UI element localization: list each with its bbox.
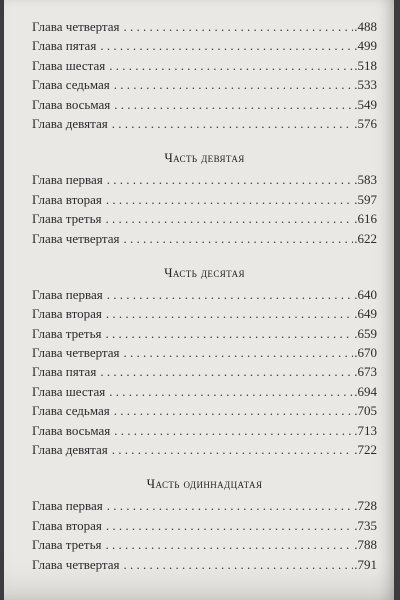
toc-entry [32, 95, 377, 114]
toc-leader-dots [105, 324, 353, 343]
toc-entry [32, 362, 377, 381]
toc-leader-dots [100, 362, 353, 381]
toc-entry-page: .499 [354, 38, 377, 54]
toc-entry-page: .597 [354, 191, 377, 207]
toc-leader-dots [107, 496, 354, 515]
toc-entry-label: Глава шестая [32, 383, 106, 399]
toc-section-continued [32, 17, 377, 133]
section-heading: Часть одиннадцатая [146, 476, 263, 492]
toc-entry-page: .659 [354, 325, 377, 341]
toc-entry-label: Глава седьмая [32, 77, 110, 93]
toc-entry-page: .622 [354, 230, 377, 246]
toc-leader-dots [106, 190, 353, 209]
toc-entry-label: Глава шестая [32, 57, 106, 73]
toc-leader-dots [107, 170, 354, 189]
toc-entry-page: .583 [354, 172, 377, 188]
toc-entry-page: .549 [354, 96, 377, 112]
toc-leader-dots [109, 382, 353, 401]
toc-entry-label: Глава девятая [32, 115, 108, 131]
toc-entry-page: .735 [354, 517, 377, 533]
toc-entry-page: .488 [354, 19, 377, 34]
toc-entry-page: .705 [354, 403, 377, 419]
toc-leader-dots [105, 209, 353, 228]
toc-entry-page: .640 [354, 286, 377, 302]
toc-entry-label: Глава третья [32, 325, 102, 341]
toc-leader-dots [124, 17, 354, 36]
toc-entry [32, 496, 377, 515]
toc-leader-dots [112, 114, 354, 133]
toc-entry [32, 401, 377, 420]
toc-entry-page: .518 [354, 57, 377, 73]
toc-entry [32, 324, 377, 343]
toc-entry-label: Глава четвертая [32, 19, 120, 34]
toc-leader-dots [109, 56, 353, 75]
toc-entry-label: Глава первая [32, 286, 103, 302]
toc-entry [32, 17, 377, 36]
toc-leader-dots [114, 401, 354, 420]
toc-leader-dots [112, 440, 354, 459]
table-of-contents [32, 17, 377, 574]
toc-entry-page: .788 [354, 537, 377, 553]
toc-entry [32, 114, 377, 133]
toc-entry-label: Глава седьмая [32, 403, 110, 419]
toc-entry [32, 421, 377, 440]
toc-entry-label: Глава первая [32, 172, 103, 188]
toc-section-part-nine [32, 148, 377, 248]
toc-entry-label: Глава девятая [32, 442, 108, 458]
toc-entry-label: Глава первая [32, 498, 103, 514]
toc-entry [32, 56, 377, 75]
toc-leader-dots [105, 535, 353, 554]
toc-entry-label: Глава четвертая [32, 230, 120, 246]
toc-entry-label: Глава восьмая [32, 422, 111, 438]
toc-leader-dots [106, 304, 353, 323]
toc-entry-page: .694 [354, 383, 377, 399]
toc-entry-page: .533 [354, 77, 377, 93]
book-page [4, 0, 394, 600]
toc-entry [32, 285, 377, 304]
toc-entry-label: Глава вторая [32, 191, 102, 207]
toc-entry-page: .576 [354, 115, 377, 131]
toc-leader-dots [114, 75, 354, 94]
toc-entry [32, 343, 377, 362]
toc-entry-label: Глава третья [32, 537, 102, 553]
toc-leader-dots [124, 343, 354, 362]
toc-entry [32, 229, 377, 248]
toc-entry [32, 209, 377, 228]
toc-entry [32, 170, 377, 189]
toc-section-part-ten [32, 263, 377, 460]
toc-leader-dots [100, 36, 353, 55]
toc-entry-label: Глава четвертая [32, 345, 120, 361]
toc-entry-page: .713 [354, 422, 377, 438]
toc-entry-page: .670 [354, 345, 377, 361]
toc-entry [32, 75, 377, 94]
toc-entry-label: Глава пятая [32, 38, 97, 54]
toc-entry-page: .649 [354, 306, 377, 322]
toc-entry [32, 190, 377, 209]
toc-leader-dots [114, 421, 353, 440]
toc-entry [32, 304, 377, 323]
toc-leader-dots [106, 516, 353, 535]
section-heading: Часть девятая [164, 150, 245, 166]
toc-entry [32, 555, 377, 574]
toc-entry-label: Глава четвертая [32, 556, 120, 572]
toc-entry-label: Глава третья [32, 211, 102, 227]
toc-entry-page: .616 [354, 211, 377, 227]
toc-entry [32, 36, 377, 55]
toc-entry-page: .791 [354, 556, 377, 572]
toc-entry-label: Глава восьмая [32, 96, 111, 112]
toc-leader-dots [107, 285, 354, 304]
section-heading: Часть десятая [164, 264, 245, 280]
toc-leader-dots [124, 229, 354, 248]
toc-entry-label: Глава вторая [32, 517, 102, 533]
toc-section-part-eleven [32, 474, 377, 574]
toc-leader-dots [124, 555, 354, 574]
toc-leader-dots [114, 95, 353, 114]
toc-entry [32, 382, 377, 401]
toc-entry-label: Глава пятая [32, 364, 97, 380]
toc-entry-page: .673 [354, 364, 377, 380]
toc-entry-page: .728 [354, 498, 377, 514]
toc-entry [32, 535, 377, 554]
toc-entry [32, 440, 377, 459]
toc-entry-label: Глава вторая [32, 306, 102, 322]
toc-entry [32, 516, 377, 535]
toc-entry-page: .722 [354, 442, 377, 458]
